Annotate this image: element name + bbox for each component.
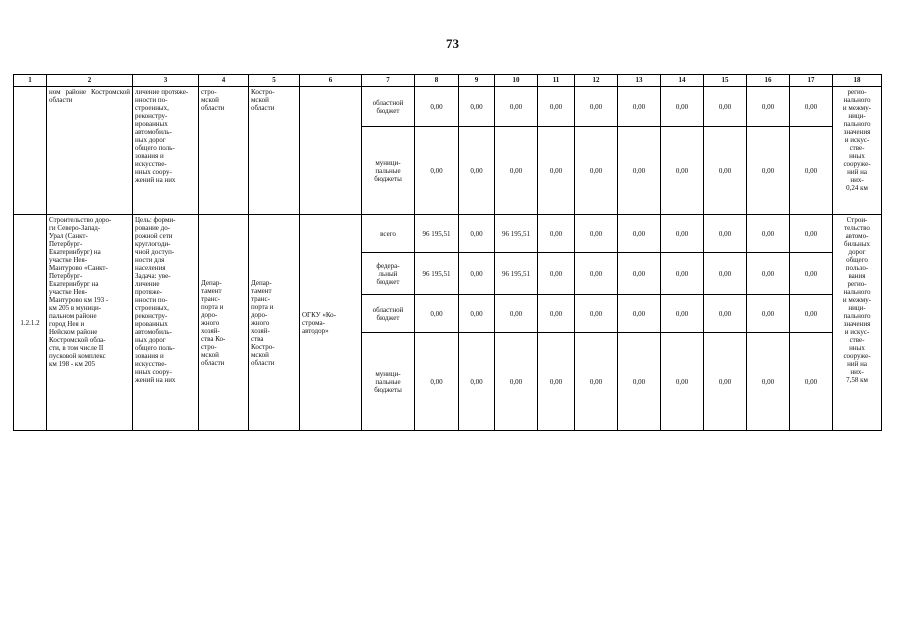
- value-cell: 0,00: [704, 215, 747, 253]
- value-cell: 0,00: [704, 295, 747, 333]
- value-cell: 0,00: [459, 295, 495, 333]
- value-cell: 0,00: [661, 333, 704, 431]
- value-cell: 0,00: [661, 215, 704, 253]
- value-cell: 0,00: [661, 295, 704, 333]
- funding-source: областной бюджет: [362, 295, 415, 333]
- cont-name-cell: ном районе Костромской области: [47, 87, 133, 215]
- column-number-row: [14, 75, 882, 87]
- value-cell: 0,00: [747, 253, 790, 295]
- value-cell: 0,00: [415, 295, 459, 333]
- value-cell: 0,00: [538, 215, 575, 253]
- value-cell: 0,00: [538, 295, 575, 333]
- value-cell: 0,00: [790, 333, 833, 431]
- value-cell: 0,00: [790, 215, 833, 253]
- funding-source: муници- пальные бюджеты: [362, 333, 415, 431]
- value-cell: 0,00: [575, 333, 618, 431]
- funding-source: федера- льный бюджет: [362, 253, 415, 295]
- value-cell: 0,00: [575, 295, 618, 333]
- value-cell: 0,00: [704, 127, 747, 215]
- item-name: Строительство доро- ги Северо-Запад- Урал (Санкт- Петербург- Екатеринбург) на участке Нея- Мантурово «Санкт- Петербург- Екатеринбург на участке Нея- Мантурово км 193 - км 205 в муници- пальном районе город Нея и Нейском районе Костромской обла- сти, в том числе II пусковой комплекс км 198 - км 205: [47, 215, 133, 431]
- value-cell: 0,00: [459, 215, 495, 253]
- value-cell: 0,00: [538, 253, 575, 295]
- value-cell: 0,00: [415, 87, 459, 127]
- item-goal: Цель: форми- рование до- рожной сети круглогоди- чной доступ- ности для населения Задача: уве- личение протяже- нности по- строенных, реконстру- ированных автомобиль- ных дорог общего поль- зования и искусстве- нных соору- жений на них: [133, 215, 199, 431]
- value-cell: 0,00: [459, 333, 495, 431]
- value-cell: 0,00: [459, 127, 495, 215]
- col-number: 14: [661, 75, 704, 87]
- value-cell: 0,00: [704, 253, 747, 295]
- value-cell: 0,00: [495, 333, 538, 431]
- item-dept1: Депар- тамент транс- порта и доро- жного хозяй- ства Ко- стро- мской области: [199, 215, 249, 431]
- col-number: 15: [704, 75, 747, 87]
- cont-dept1-cell: стро- мской области: [199, 87, 249, 215]
- value-cell: 0,00: [415, 127, 459, 215]
- value-cell: 0,00: [575, 253, 618, 295]
- value-cell: 0,00: [459, 87, 495, 127]
- value-cell: 0,00: [618, 253, 661, 295]
- value-cell: 0,00: [575, 87, 618, 127]
- item-code: 1.2.1.2: [14, 215, 47, 431]
- value-cell: 0,00: [575, 127, 618, 215]
- col-number: 17: [790, 75, 833, 87]
- item-dept2: Депар- тамент транс- порта и доро- жного хозяй- ства Костро- мской области: [249, 215, 300, 431]
- cont-code-cell: [14, 87, 47, 215]
- table-row: [14, 215, 882, 253]
- value-cell: 0,00: [495, 87, 538, 127]
- value-cell: 0,00: [661, 127, 704, 215]
- program-table: [13, 74, 882, 431]
- value-cell: 0,00: [538, 87, 575, 127]
- value-cell: 96 195,51: [415, 253, 459, 295]
- value-cell: 0,00: [618, 87, 661, 127]
- value-cell: 0,00: [747, 333, 790, 431]
- value-cell: 0,00: [415, 333, 459, 431]
- value-cell: 0,00: [575, 215, 618, 253]
- col-number: 5: [249, 75, 300, 87]
- value-cell: 0,00: [790, 253, 833, 295]
- col-number: 13: [618, 75, 661, 87]
- item-executor: ОГКУ «Ко- строма- автодор»: [300, 215, 362, 431]
- cont-executor-cell: [300, 87, 362, 215]
- value-cell: 0,00: [618, 333, 661, 431]
- cont-dept2-cell: Костро- мской области: [249, 87, 300, 215]
- value-cell: 96 195,51: [495, 253, 538, 295]
- value-cell: 0,00: [495, 295, 538, 333]
- col-number: 8: [415, 75, 459, 87]
- value-cell: 96 195,51: [495, 215, 538, 253]
- value-cell: 0,00: [618, 127, 661, 215]
- col-number: 16: [747, 75, 790, 87]
- col-number: 11: [538, 75, 575, 87]
- value-cell: 0,00: [790, 127, 833, 215]
- item-result: Строи- тельство автомо- бильных дорог общего пользо- вания регио- нального и межму- ници- пального значения и искус- стве- нных сооруже- ний на них- 7,58 км: [833, 215, 882, 431]
- value-cell: 0,00: [790, 87, 833, 127]
- col-number: 6: [300, 75, 362, 87]
- col-number: 4: [199, 75, 249, 87]
- value-cell: 0,00: [704, 333, 747, 431]
- value-cell: 0,00: [747, 215, 790, 253]
- value-cell: 0,00: [495, 127, 538, 215]
- funding-source: областной бюджет: [362, 87, 415, 127]
- col-number: 1: [14, 75, 47, 87]
- page-number: 73: [446, 36, 459, 51]
- value-cell: 0,00: [704, 87, 747, 127]
- value-cell: 0,00: [790, 295, 833, 333]
- col-number: 10: [495, 75, 538, 87]
- value-cell: 0,00: [661, 87, 704, 127]
- cont-goal-cell: личение протяже- нности по- строенных, реконстру- ированных автомобиль- ных дорог общего поль- зования и искусстве- нных соору- жений на них: [133, 87, 199, 215]
- col-number: 9: [459, 75, 495, 87]
- value-cell: 0,00: [747, 127, 790, 215]
- value-cell: 0,00: [747, 87, 790, 127]
- col-number: 7: [362, 75, 415, 87]
- value-cell: 0,00: [747, 295, 790, 333]
- value-cell: 0,00: [538, 333, 575, 431]
- cont-result-cell: регио- нального и межму- ници- пального значения и искус- стве- нных сооруже- ний на них- 0,24 км: [833, 87, 882, 215]
- value-cell: 0,00: [538, 127, 575, 215]
- table-row: [14, 87, 882, 127]
- value-cell: 0,00: [618, 215, 661, 253]
- value-cell: 0,00: [459, 253, 495, 295]
- col-number: 2: [47, 75, 133, 87]
- value-cell: 96 195,51: [415, 215, 459, 253]
- funding-source: муници- пальные бюджеты: [362, 127, 415, 215]
- value-cell: 0,00: [661, 253, 704, 295]
- col-number: 18: [833, 75, 882, 87]
- col-number: 12: [575, 75, 618, 87]
- funding-source: всего: [362, 215, 415, 253]
- col-number: 3: [133, 75, 199, 87]
- value-cell: 0,00: [618, 295, 661, 333]
